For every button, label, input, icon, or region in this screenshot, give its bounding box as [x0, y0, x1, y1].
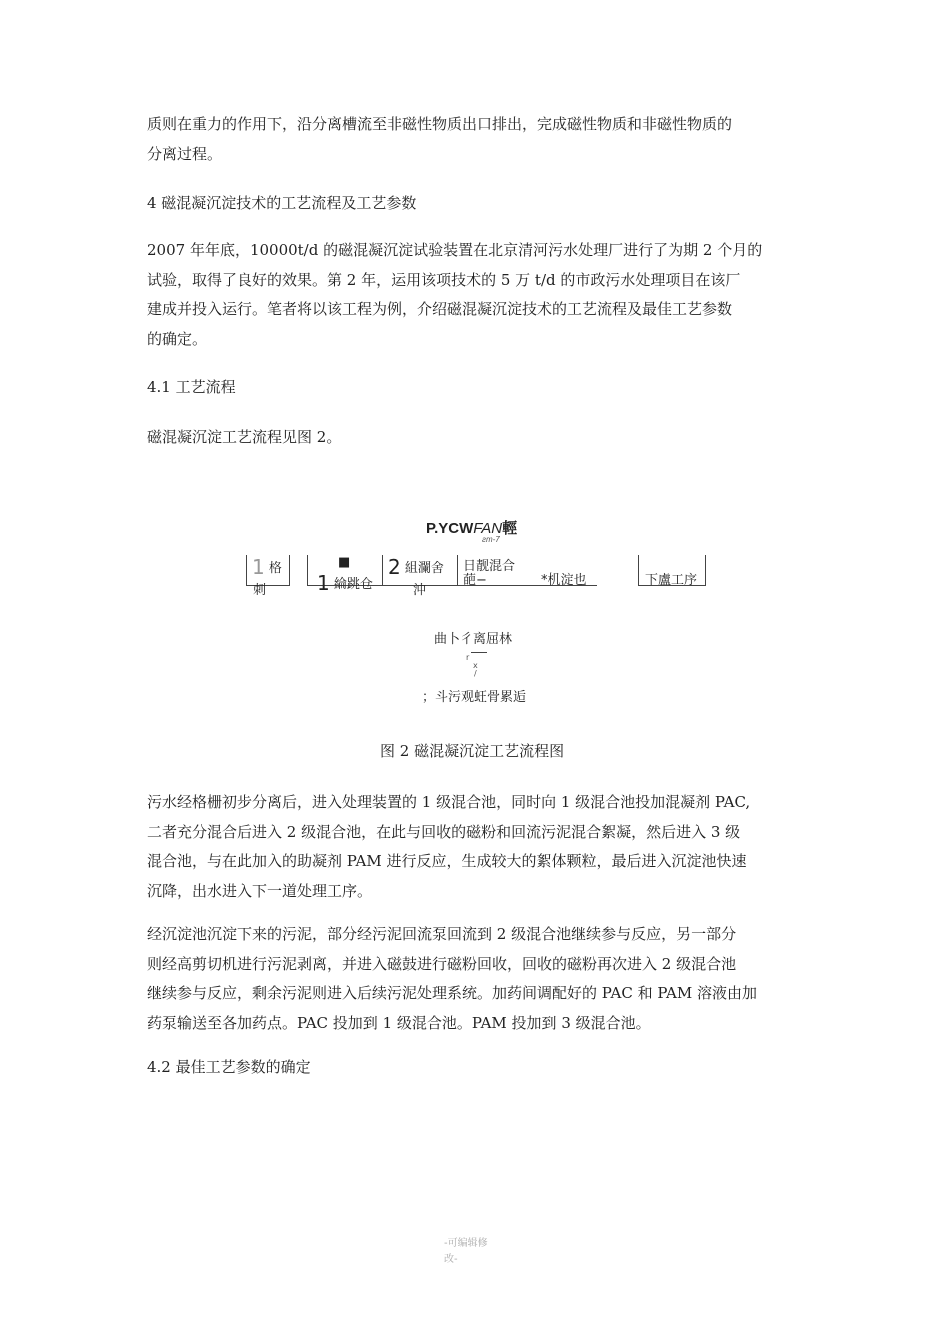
- text-line: 药泵输送至各加药点。PAC 投加到 1 级混合池。PAM 投加到 3 级混合池。: [147, 1013, 651, 1032]
- process-paragraph-1: [147, 788, 807, 906]
- flow-box-grille: [246, 555, 290, 598]
- flow-box-number: 1: [317, 571, 330, 595]
- flow-box-label: 組瀾舍: [404, 561, 444, 576]
- flow-box-label: 葩−: [463, 573, 487, 588]
- text-line: 混合池，与在此加入的助凝剂 PAM 进行反应，生成较大的絮体颗粒，最后进入沉淀池快速: [147, 852, 747, 870]
- diagram-mark: x: [473, 661, 478, 670]
- text-line: 试验，取得了良好的效果。第 2 年，运用该项技术的 5 万 t/d 的市政污水处理项目在该厂: [147, 270, 741, 289]
- flow-box-label: *机淀也: [541, 573, 587, 588]
- shear-separation-label: 曲卜彳离屈林: [434, 632, 513, 647]
- flow-box-mix-2: [381, 555, 458, 598]
- text-line: 建成并投入运行。笔者将以该工程为例，介绍磁混凝沉淀技术的工艺流程及最佳工艺参数: [147, 300, 733, 318]
- top-paragraph: [147, 110, 807, 169]
- text-line: 经沉淀池沉淀下来的污泥，部分经污泥回流泵回流到 2 级混合池继续参与反应，另一部分: [147, 925, 737, 943]
- section-heading-4-2: 4.2 最佳工艺参数的确定: [147, 1058, 311, 1076]
- flow-box-mix-3-settling: [457, 555, 597, 586]
- flow-box-sublabel: 沖: [413, 583, 427, 598]
- flow-box-mix-1: [307, 555, 383, 595]
- page-footer: [444, 1236, 504, 1268]
- flow-box-label: 下盧工序: [645, 573, 698, 588]
- diagram-mark: r: [466, 653, 470, 662]
- text-line: 则经高剪切机进行污泥剥离，并进入磁鼓进行磁粉回收，回收的磁粉再次进入 2 级混合池: [147, 954, 737, 973]
- sludge-system-label: ；斗污观蚟骨累逅: [422, 690, 527, 705]
- process-paragraph-2: [147, 920, 807, 1038]
- figure-title: [426, 517, 517, 538]
- diagram-connector: [471, 652, 487, 653]
- text-line: 污水经格栅初步分离后，进入处理装置的 1 级混合池，同时向 1 级混合池投加混凝剂 PAC,: [147, 793, 751, 811]
- flow-box-label: 綸跳仓: [333, 577, 373, 592]
- flow-box-label: 日靓混合: [463, 559, 516, 574]
- text-line: 沉降，出水进入下一道处理工序。: [147, 881, 373, 900]
- flow-box-next-process: [638, 555, 706, 586]
- figure-title-italic: FAN: [473, 520, 503, 537]
- flow-box-label: 格: [268, 561, 282, 576]
- figure-caption: 图 2 磁混凝沉淀工艺流程图: [380, 742, 565, 760]
- text-line: 质则在重力的作用下，沿分离槽流至非磁性物质出口排出，完成磁性物质和非磁性物质的: [147, 115, 733, 133]
- text-line: 继续参与反应，剩余污泥则进入后续污泥处理系统。加药间调配好的 PAC 和 PAM 溶液由加: [147, 984, 758, 1002]
- footer-line: -可编辑修: [444, 1238, 488, 1249]
- figure-title-bold: P.YCW: [426, 520, 474, 537]
- footer-line: 改-: [444, 1254, 458, 1265]
- flow-box-symbol: ■: [338, 555, 351, 570]
- diagram-mark: /: [474, 669, 477, 678]
- figure-title-tail: 輕: [502, 520, 518, 537]
- section-heading-4: 4 磁混凝沉淀技术的工艺流程及工艺参数: [147, 194, 417, 212]
- flow-box-number: 1: [252, 555, 265, 579]
- intro-paragraph: [147, 236, 807, 354]
- text-line: 2007 年年底，10000t/d 的磁混凝沉淀试验装置在北京清河污水处理厂进行了为期 2 个月的: [147, 241, 763, 259]
- flow-reference-text: 磁混凝沉淀工艺流程见图 2。: [147, 428, 342, 446]
- flow-box-number: 2: [388, 555, 401, 579]
- figure-subtitle: гт-7: [482, 535, 500, 544]
- section-heading-4-1: 4.1 工艺流程: [147, 378, 236, 396]
- text-line: 二者充分混合后进入 2 级混合池，在此与回收的磁粉和回流污泥混合絮凝，然后进入 3 级: [147, 822, 741, 841]
- text-line: 的确定。: [147, 329, 208, 348]
- flow-box-sublabel: 刺: [253, 583, 267, 598]
- text-line: 分离过程。: [147, 144, 223, 163]
